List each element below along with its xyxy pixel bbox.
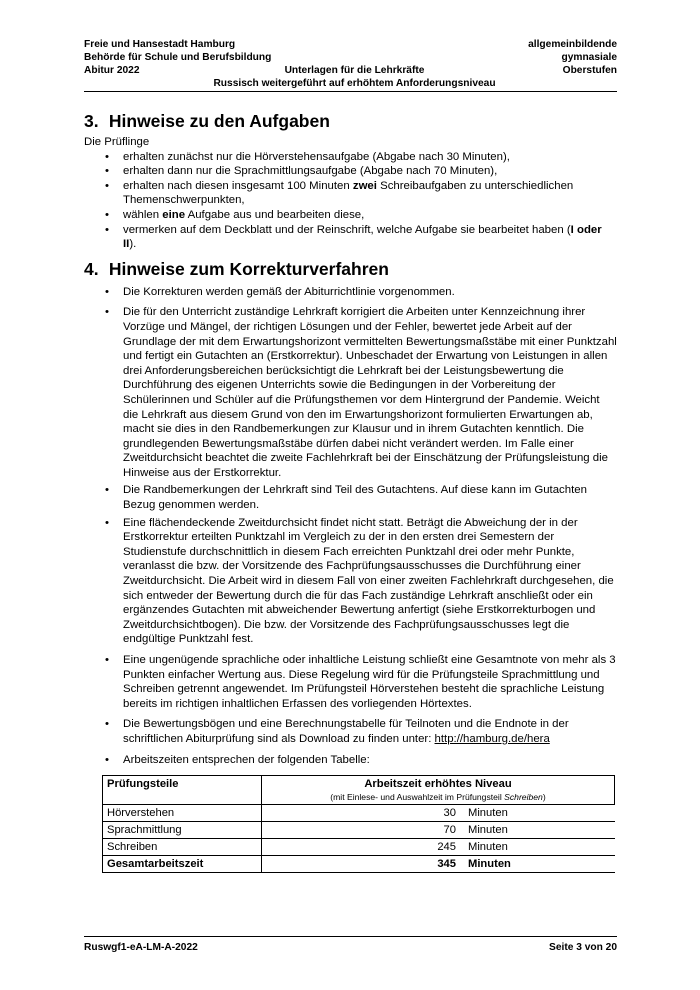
column-header-note: (mit Einlese- und Auswahlzeit im Prüfungsteil Schreiben) (330, 792, 546, 803)
list-item: • wählen eine Aufgabe aus und bearbeiten diese, (84, 208, 617, 223)
page-number: Seite 3 von 20 (549, 942, 617, 953)
column-header-working-time: Arbeitszeit erhöhtes Niveau (mit Einlese- und Auswahlzeit im Prüfungsteil Schreiben) (262, 776, 615, 805)
section-3-title: Hinweise zu den Aufgaben (108, 111, 330, 131)
list-item: • Eine flächendeckende Zweitdurchsicht findet nicht statt. Beträgt die Abweichung der in der Erstkorrektur erteilten Punktzahl im Vergleich zu der in den ersten drei Semestern der Studienstufe durchschnittlich in diesem Fach erreichten Punktzahl drei oder mehr Punkte, veranlasst die bzw. der Vorsitzende des Fachprüfungsausschusses die Durchführung einer Zweitdurchsicht. Die Arbeit wird in diesem Fall von einer zweiten Fachlehrkraft durchgesehen, die sich entweder der Bewertung durch die für das Fach zuständige Lehrkraft anschließt oder ein ergänzendes Gutachten mit abweichender Bewertung anfertigt (siehe Erstkorrekturbogen und Zweitdurchsichtbogen). Die bzw. der Vorsitzende des Fachprüfungsausschusses legt die endgültige Punktzahl fest. (84, 516, 617, 647)
list-item: • Die Randbemerkungen der Lehrkraft sind Teil des Gutachtens. Auf diese kann im Gutachten Bezug genommen werden. (84, 483, 617, 512)
footer-divider (84, 936, 617, 937)
list-item: • erhalten nach diesen insgesamt 100 Minuten zwei Schreibaufgaben zu unterschiedlichen Themenschwerpunkten, (84, 179, 617, 208)
list-item: • erhalten zunächst nur die Hörverstehensaufgabe (Abgabe nach 30 Minuten), (84, 150, 617, 165)
table-row: Hörverstehen 30 Minuten (103, 805, 615, 822)
header-materials: Unterlagen für die Lehrkräfte (284, 65, 425, 76)
list-item: • Die Korrekturen werden gemäß der Abiturrichtlinie vorgenommen. (84, 285, 617, 300)
header-school-type-3: Oberstufen (562, 65, 617, 76)
page-footer (84, 936, 617, 953)
header-authority: Freie und Hansestadt Hamburg (84, 39, 236, 50)
page-header (84, 38, 617, 92)
table-row: Sprachmittlung 70 Minuten (103, 822, 615, 839)
header-exam: Abitur 2022 (84, 65, 140, 76)
download-link[interactable]: http://hamburg.de/hera (434, 732, 550, 745)
section-4-number: 4. (84, 258, 99, 279)
document-page (84, 38, 617, 873)
section-3-number: 3. (84, 111, 99, 131)
section-4-title: Hinweise zum Korrekturverfahren (108, 258, 389, 279)
list-item: • Die Bewertungsbögen und eine Berechnungstabelle für Teilnoten und die Endnote in der schriftlichen Abiturprüfung sind als Download zu finden unter: http://hamburg.de/hera (84, 717, 617, 746)
section-3-lead: Die Prüflinge (84, 136, 150, 148)
document-code: Ruswgf1-eA-LM-A-2022 (84, 942, 198, 953)
section-3-list (84, 150, 617, 252)
section-4-heading (84, 258, 617, 280)
table-header-row (103, 776, 615, 805)
list-item: • Eine ungenügende sprachliche oder inhaltliche Leistung schließt eine Gesamtnote von mehr als 3 Punkten einfacher Wertung aus. Diese Regelung wird für die Prüfungsteile Sprachmittlung und Schreiben getrennt angewendet. Im Prüfungsteil Hörverstehen besteht die sprachliche Leistung bereits im richtigen inhaltlichen Erfassen des vorliegenden Hörtextes. (84, 653, 617, 711)
list-item: • Die für den Unterricht zuständige Lehrkraft korrigiert die Arbeiten unter Kennzeichnung ihrer Vorzüge und Mängel, der richtigen Lösungen und der Fehler, bewertet jede Arbeit auf der Grundlage der mit dem Erwartungshorizont vermittelten Bewertungsmaßstäbe mit einer Punktzahl und fertigt ein Gutachten an (Erstkorrektur). Unbeschadet der Erwartung von Leistungen in allen drei Anforderungsbereichen berücksichtigt die Lehrkraft bei der Leistungsbewertung die Durchführung des eigenen Unterrichts sowie die Bedingungen in der Vorbereitung der Schülerinnen und Schüler auf die Prüfungsthemen vor dem Hintergrund der Pandemie. Weicht die Lehrkraft aus diesem Grund von den im Erwartungshorizont formulierten Erwartungen ab, macht sie dies in den Randbemerkungen zur Klausur und in ihrem Gutachten kenntlich. Die grundlegenden Bewertungsmaßstäbe dürfen dabei nicht verändert werden. Im Falle einer Zweitdurchsicht beachtet die zweite Fachlehrkraft bei der Einschätzung der Prüfungsleistung die Hinweise aus der Erstkorrektur. (84, 305, 617, 480)
header-right (528, 38, 617, 77)
header-department: Behörde für Schule und Berufsbildung (84, 52, 272, 63)
table-total-row: Gesamtarbeitszeit 345 Minuten (103, 856, 615, 873)
header-divider (84, 91, 617, 92)
list-item: • Arbeitszeiten entsprechen der folgenden Tabelle: (84, 753, 617, 768)
list-item: • vermerken auf dem Deckblatt und der Reinschrift, welche Aufgabe sie bearbeitet haben (I oder II). (84, 223, 617, 252)
section-3-heading (84, 110, 617, 132)
working-time-table (102, 775, 615, 873)
section-4-list (84, 285, 617, 767)
header-school-type-2: gymnasiale (561, 52, 617, 63)
table-row: Schreiben 245 Minuten (103, 839, 615, 856)
header-school-type-1: allgemeinbildende (528, 39, 617, 50)
column-header-exam-parts: Prüfungsteile (103, 776, 262, 805)
list-item: • erhalten dann nur die Sprachmittlungsaufgabe (Abgabe nach 70 Minuten), (84, 164, 617, 179)
header-subject: Russisch weitergeführt auf erhöhtem Anforderungsniveau (213, 78, 496, 89)
